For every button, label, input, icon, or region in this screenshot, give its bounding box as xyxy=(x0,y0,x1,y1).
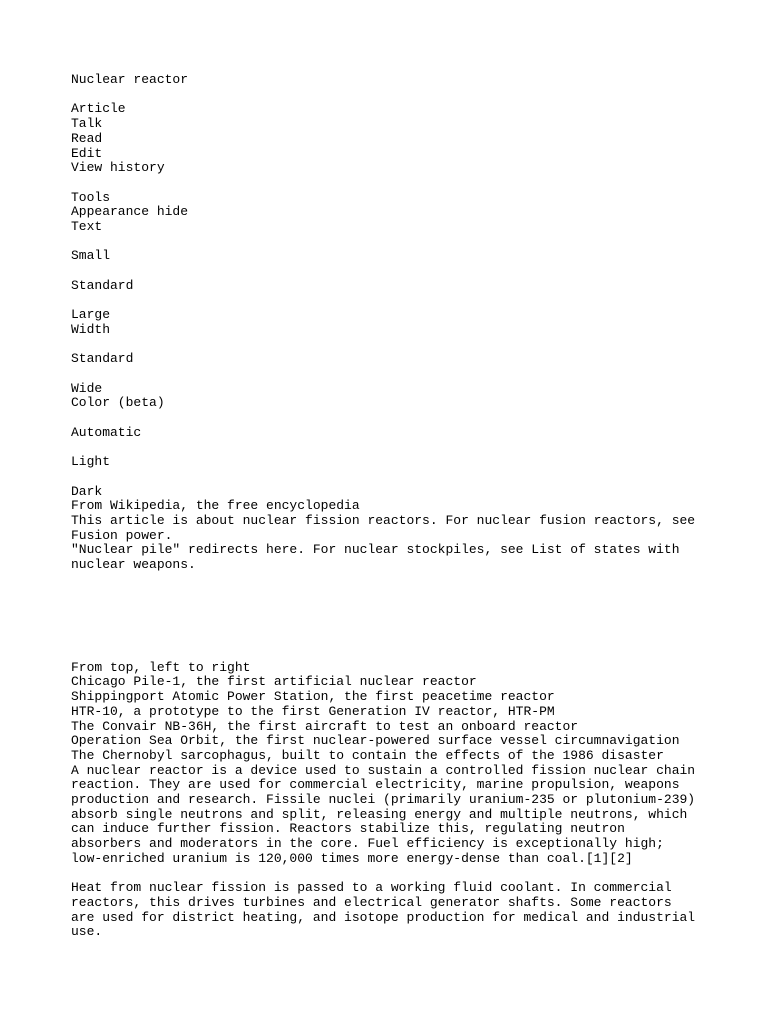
article-paragraph: Heat from nuclear fission is passed to a working fluid coolant. In commercial reactors, this drives turbines and electrical generator shafts. Some reactors are used for district heating, and isotope production for medical and industrial use. xyxy=(71,880,696,940)
tab-edit[interactable]: Edit xyxy=(71,145,103,161)
tools-menu[interactable]: Tools xyxy=(71,189,111,205)
tab-view-history[interactable]: View history xyxy=(71,160,165,176)
appearance-hide-toggle[interactable]: Appearance hide xyxy=(71,204,189,220)
tab-article[interactable]: Article xyxy=(71,101,126,117)
text-size-large-option[interactable]: Large xyxy=(71,307,111,323)
tagline: From Wikipedia, the free encyclopedia xyxy=(71,498,360,514)
hatnote-pile: "Nuclear pile" redirects here. For nuclear stockpiles, see List of states with nuclear weapons. xyxy=(71,542,680,573)
tab-read[interactable]: Read xyxy=(71,130,103,146)
text-size-standard-option[interactable]: Standard xyxy=(71,277,134,293)
image-collage-placeholder xyxy=(71,573,701,661)
caption-item: HTR-10, a prototype to the first Generation IV reactor, HTR-PM xyxy=(71,703,555,719)
article-paragraph: A nuclear reactor is a device used to sustain a controlled fission nuclear chain reaction. They are used for commercial electricity, marine propulsion, weapons production and research. Fissile nuclei (primarily uranium-235 or plutonium-239) absorb single neutrons and split, releasing energy and multiple neutrons, which can induce further fission. Reactors stabilize this, regulating neutron absorbers and moderators in the core. Fuel efficiency is exceptionally high; low-enriched uranium is 120,000 times more energy-dense than coal.[1][2] xyxy=(71,762,696,866)
text-size-label: Text xyxy=(71,219,103,234)
width-wide-option[interactable]: Wide xyxy=(71,380,103,396)
caption-item: Chicago Pile-1, the first artificial nuclear reactor xyxy=(71,674,477,690)
page-title: Nuclear reactor xyxy=(71,72,189,87)
caption-item: The Chernobyl sarcophagus, built to contain the effects of the 1986 disaster xyxy=(71,747,664,763)
caption-item: The Convair NB-36H, the first aircraft to test an onboard reactor xyxy=(71,718,579,734)
tab-talk[interactable]: Talk xyxy=(71,116,103,132)
text-size-small-option[interactable]: Small xyxy=(71,248,111,264)
color-label: Color (beta) xyxy=(71,395,165,411)
hatnote-fusion: This article is about nuclear fission reactors. For nuclear fusion reactors, see Fusion power. xyxy=(71,512,696,543)
color-light-option[interactable]: Light xyxy=(71,454,111,470)
width-standard-option[interactable]: Standard xyxy=(71,351,134,367)
width-label: Width xyxy=(71,321,111,337)
color-dark-option[interactable]: Dark xyxy=(71,483,103,499)
caption-item: Shippingport Atomic Power Station, the first peacetime reactor xyxy=(71,689,555,705)
caption-header: From top, left to right xyxy=(71,659,251,675)
caption-item: Operation Sea Orbit, the first nuclear-powered surface vessel circumnavigation xyxy=(71,733,680,749)
color-automatic-option[interactable]: Automatic xyxy=(71,424,142,440)
